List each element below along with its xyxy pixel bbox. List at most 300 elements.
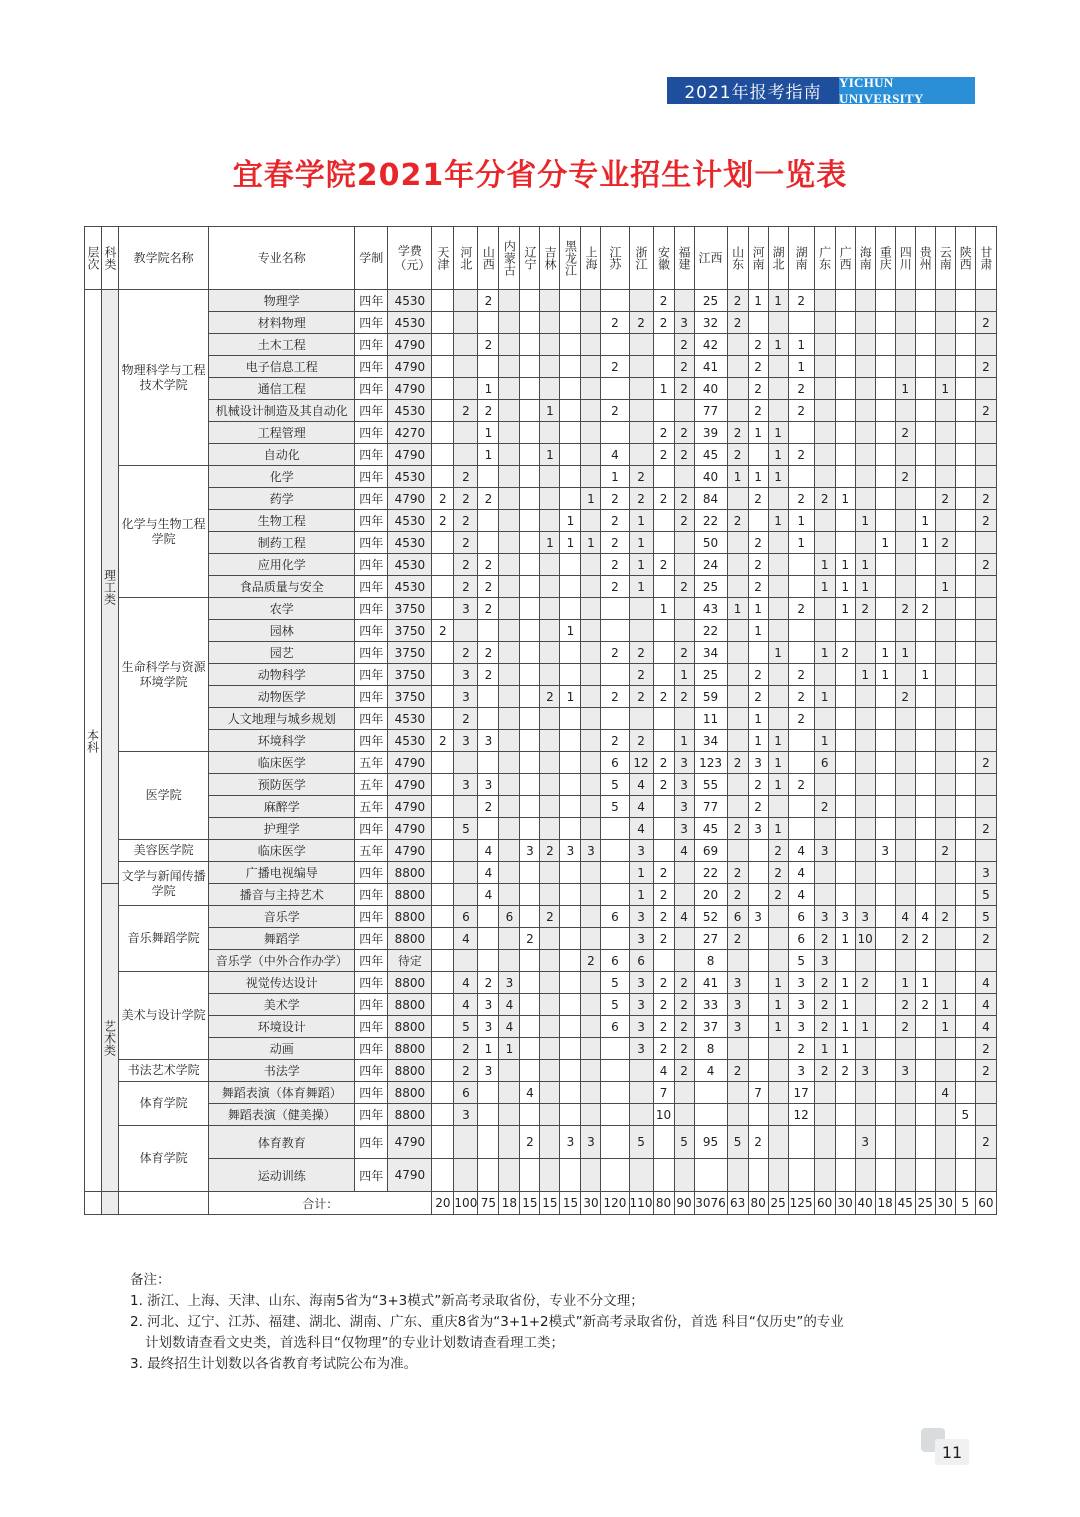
quota-cell: 3 bbox=[629, 972, 653, 994]
tuition-cell: 4530 bbox=[388, 510, 432, 532]
quota-cell bbox=[520, 378, 540, 400]
quota-cell bbox=[915, 378, 935, 400]
table-row bbox=[85, 796, 997, 818]
quota-cell: 3 bbox=[478, 1060, 499, 1082]
college-cell: 美术与设计学院 bbox=[119, 972, 209, 1060]
quota-cell bbox=[727, 774, 748, 796]
quota-cell: 3 bbox=[674, 774, 694, 796]
quota-cell bbox=[835, 312, 855, 334]
tuition-cell: 4790 bbox=[388, 334, 432, 356]
quota-cell bbox=[875, 796, 895, 818]
quota-cell bbox=[955, 906, 975, 928]
table-row bbox=[85, 664, 997, 686]
quota-cell bbox=[601, 664, 629, 686]
quota-cell bbox=[653, 510, 674, 532]
quota-cell: 1 bbox=[768, 334, 788, 356]
quota-cell bbox=[727, 840, 748, 862]
quota-cell bbox=[955, 642, 975, 664]
quota-cell bbox=[560, 796, 581, 818]
quota-cell bbox=[835, 752, 855, 774]
quota-cell bbox=[748, 994, 768, 1016]
quota-cell: 2 bbox=[915, 994, 935, 1016]
quota-cell bbox=[788, 642, 814, 664]
quota-cell bbox=[560, 378, 581, 400]
quota-cell: 1 bbox=[560, 620, 581, 642]
quota-cell bbox=[768, 1126, 788, 1159]
quota-cell bbox=[520, 312, 540, 334]
page-number: 11 bbox=[935, 1439, 969, 1465]
header-province: 四川 bbox=[895, 227, 915, 290]
quota-cell: 3 bbox=[581, 840, 601, 862]
quota-cell: 1 bbox=[674, 664, 694, 686]
quota-cell bbox=[895, 1038, 915, 1060]
category-cell: 理工类 bbox=[102, 290, 119, 884]
major-cell: 药学 bbox=[209, 488, 355, 510]
quota-cell bbox=[499, 774, 520, 796]
quota-cell: 50 bbox=[694, 532, 727, 554]
quota-cell bbox=[895, 884, 915, 906]
quota-cell bbox=[748, 1060, 768, 1082]
quota-cell bbox=[835, 1082, 855, 1104]
quota-cell: 2 bbox=[674, 510, 694, 532]
quota-cell bbox=[875, 1159, 895, 1192]
quota-cell: 1 bbox=[478, 378, 499, 400]
quota-cell: 2 bbox=[788, 378, 814, 400]
tuition-cell: 4530 bbox=[388, 532, 432, 554]
quota-cell bbox=[975, 774, 996, 796]
quota-cell bbox=[855, 620, 875, 642]
total-cell: 75 bbox=[478, 1192, 499, 1215]
quota-cell: 2 bbox=[478, 290, 499, 312]
quota-cell bbox=[768, 664, 788, 686]
quota-cell: 2 bbox=[454, 554, 478, 576]
quota-cell: 1 bbox=[629, 862, 653, 884]
table-row bbox=[85, 818, 997, 840]
quota-cell bbox=[855, 642, 875, 664]
quota-cell: 2 bbox=[540, 686, 560, 708]
quota-cell bbox=[499, 884, 520, 906]
quota-cell bbox=[432, 928, 454, 950]
quota-cell: 4 bbox=[788, 862, 814, 884]
quota-cell bbox=[955, 796, 975, 818]
quota-cell: 41 bbox=[694, 356, 727, 378]
quota-cell bbox=[955, 290, 975, 312]
quota-cell bbox=[895, 950, 915, 972]
quota-cell bbox=[768, 1038, 788, 1060]
quota-cell bbox=[835, 334, 855, 356]
quota-cell: 2 bbox=[432, 510, 454, 532]
quota-cell bbox=[855, 312, 875, 334]
quota-cell bbox=[560, 356, 581, 378]
quota-cell: 2 bbox=[748, 400, 768, 422]
major-cell: 动物科学 bbox=[209, 664, 355, 686]
quota-cell bbox=[499, 466, 520, 488]
quota-cell bbox=[454, 862, 478, 884]
quota-cell bbox=[478, 356, 499, 378]
quota-cell bbox=[432, 1104, 454, 1126]
header-level: 层次 bbox=[85, 227, 102, 290]
quota-cell bbox=[478, 950, 499, 972]
quota-cell: 2 bbox=[629, 642, 653, 664]
quota-cell bbox=[581, 334, 601, 356]
note-item: 计划数请查看文史类，首选科目“仅物理”的专业计划数请查看理工类； bbox=[145, 1335, 564, 1351]
quota-cell bbox=[520, 598, 540, 620]
major-cell: 音乐学（中外合作办学） bbox=[209, 950, 355, 972]
header-province: 重庆 bbox=[875, 227, 895, 290]
quota-cell: 2 bbox=[653, 488, 674, 510]
quota-cell bbox=[581, 708, 601, 730]
header-province: 山西 bbox=[478, 227, 499, 290]
quota-cell bbox=[520, 554, 540, 576]
quota-cell bbox=[560, 1060, 581, 1082]
quota-cell bbox=[540, 950, 560, 972]
quota-cell bbox=[768, 950, 788, 972]
quota-cell bbox=[768, 906, 788, 928]
quota-cell bbox=[748, 642, 768, 664]
quota-cell bbox=[520, 444, 540, 466]
quota-cell bbox=[499, 422, 520, 444]
tuition-cell: 4790 bbox=[388, 444, 432, 466]
quota-cell bbox=[855, 1082, 875, 1104]
quota-cell bbox=[653, 818, 674, 840]
quota-cell bbox=[520, 730, 540, 752]
note-item: 2. 河北、辽宁、江苏、福建、湖北、湖南、广东、重庆8省为“3+1+2模式”新高考录取省份，首选 科目“仅历史”的专业 bbox=[130, 1314, 844, 1330]
quota-cell bbox=[975, 708, 996, 730]
quota-cell bbox=[653, 400, 674, 422]
quota-cell: 2 bbox=[814, 796, 835, 818]
total-cell: 30 bbox=[935, 1192, 955, 1215]
quota-cell bbox=[560, 1082, 581, 1104]
quota-cell bbox=[727, 796, 748, 818]
quota-cell: 2 bbox=[653, 422, 674, 444]
quota-cell bbox=[915, 290, 935, 312]
quota-cell: 2 bbox=[975, 356, 996, 378]
quota-cell: 2 bbox=[895, 598, 915, 620]
quota-cell bbox=[674, 400, 694, 422]
quota-cell bbox=[653, 620, 674, 642]
quota-cell: 2 bbox=[432, 730, 454, 752]
quota-cell: 2 bbox=[601, 554, 629, 576]
tuition-cell: 8800 bbox=[388, 884, 432, 906]
quota-cell bbox=[768, 686, 788, 708]
quota-cell bbox=[560, 466, 581, 488]
quota-cell bbox=[814, 532, 835, 554]
quota-cell: 2 bbox=[653, 554, 674, 576]
header-province: 上海 bbox=[581, 227, 601, 290]
quota-cell bbox=[499, 378, 520, 400]
quota-cell bbox=[895, 818, 915, 840]
quota-cell bbox=[915, 444, 935, 466]
quota-cell: 3 bbox=[499, 972, 520, 994]
quota-cell: 4 bbox=[694, 1060, 727, 1082]
quota-cell: 34 bbox=[694, 730, 727, 752]
quota-cell: 1 bbox=[855, 664, 875, 686]
quota-cell: 1 bbox=[540, 400, 560, 422]
quota-cell bbox=[875, 1082, 895, 1104]
quota-cell bbox=[915, 862, 935, 884]
college-cell: 体育学院 bbox=[119, 1126, 209, 1192]
quota-cell bbox=[727, 400, 748, 422]
quota-cell bbox=[788, 752, 814, 774]
quota-cell bbox=[768, 928, 788, 950]
quota-cell bbox=[835, 1104, 855, 1126]
quota-cell bbox=[768, 576, 788, 598]
quota-cell: 1 bbox=[748, 466, 768, 488]
quota-cell: 2 bbox=[935, 840, 955, 862]
quota-cell bbox=[895, 1159, 915, 1192]
total-cell: 40 bbox=[855, 1192, 875, 1215]
quota-cell bbox=[814, 620, 835, 642]
quota-cell bbox=[629, 598, 653, 620]
table-row bbox=[85, 290, 997, 312]
total-label: 合计： bbox=[209, 1192, 432, 1215]
quota-cell bbox=[955, 598, 975, 620]
quota-cell bbox=[955, 444, 975, 466]
quota-cell: 2 bbox=[727, 312, 748, 334]
quota-cell bbox=[855, 752, 875, 774]
quota-cell bbox=[432, 1038, 454, 1060]
quota-cell: 2 bbox=[748, 1126, 768, 1159]
quota-cell bbox=[520, 818, 540, 840]
quota-cell: 1 bbox=[835, 1016, 855, 1038]
quota-cell: 2 bbox=[674, 994, 694, 1016]
quota-cell: 34 bbox=[694, 642, 727, 664]
quota-cell bbox=[454, 840, 478, 862]
quota-cell bbox=[674, 554, 694, 576]
table-row bbox=[85, 1159, 997, 1192]
quota-cell bbox=[748, 862, 768, 884]
college-cell: 文学与新闻传播学院 bbox=[119, 862, 209, 906]
tuition-cell: 4790 bbox=[388, 752, 432, 774]
total-empty bbox=[102, 1192, 119, 1215]
quota-cell bbox=[748, 928, 768, 950]
quota-cell bbox=[499, 576, 520, 598]
quota-cell bbox=[788, 554, 814, 576]
quota-cell bbox=[875, 312, 895, 334]
quota-cell: 17 bbox=[788, 1082, 814, 1104]
quota-cell: 4 bbox=[674, 906, 694, 928]
quota-cell: 1 bbox=[499, 1038, 520, 1060]
quota-cell bbox=[955, 862, 975, 884]
table-row bbox=[85, 554, 997, 576]
quota-cell bbox=[540, 312, 560, 334]
header-province: 甘肃 bbox=[975, 227, 996, 290]
duration-cell: 四年 bbox=[355, 620, 388, 642]
quota-cell: 2 bbox=[653, 752, 674, 774]
table-row bbox=[85, 906, 997, 928]
quota-cell bbox=[875, 1104, 895, 1126]
quota-cell: 4 bbox=[653, 1060, 674, 1082]
quota-cell bbox=[895, 356, 915, 378]
quota-cell: 1 bbox=[835, 1038, 855, 1060]
quota-cell: 5 bbox=[629, 1126, 653, 1159]
quota-cell: 2 bbox=[727, 752, 748, 774]
quota-cell bbox=[432, 1159, 454, 1192]
quota-cell: 2 bbox=[895, 1016, 915, 1038]
quota-cell bbox=[975, 598, 996, 620]
quota-cell bbox=[560, 400, 581, 422]
quota-cell bbox=[560, 488, 581, 510]
quota-cell bbox=[560, 290, 581, 312]
quota-cell bbox=[935, 312, 955, 334]
quota-cell bbox=[814, 466, 835, 488]
college-cell: 化学与生物工程学院 bbox=[119, 466, 209, 598]
major-cell: 通信工程 bbox=[209, 378, 355, 400]
quota-cell bbox=[955, 334, 975, 356]
duration-cell: 五年 bbox=[355, 840, 388, 862]
quota-cell bbox=[895, 1082, 915, 1104]
tuition-cell: 4790 bbox=[388, 378, 432, 400]
quota-cell: 3 bbox=[727, 994, 748, 1016]
quota-cell: 2 bbox=[454, 1038, 478, 1060]
quota-cell: 1 bbox=[601, 466, 629, 488]
quota-cell bbox=[955, 400, 975, 422]
total-cell: 110 bbox=[629, 1192, 653, 1215]
tuition-cell: 3750 bbox=[388, 664, 432, 686]
table-row bbox=[85, 752, 997, 774]
major-cell: 应用化学 bbox=[209, 554, 355, 576]
quota-cell bbox=[788, 576, 814, 598]
quota-cell bbox=[432, 840, 454, 862]
level-cell: 本科 bbox=[85, 290, 102, 1192]
quota-cell: 2 bbox=[478, 796, 499, 818]
total-cell: 60 bbox=[814, 1192, 835, 1215]
quota-cell bbox=[895, 444, 915, 466]
quota-cell: 2 bbox=[814, 972, 835, 994]
quota-cell bbox=[653, 664, 674, 686]
quota-cell bbox=[432, 356, 454, 378]
quota-cell bbox=[814, 598, 835, 620]
quota-cell bbox=[478, 686, 499, 708]
quota-cell bbox=[955, 994, 975, 1016]
duration-cell: 四年 bbox=[355, 642, 388, 664]
tuition-cell: 4790 bbox=[388, 818, 432, 840]
quota-cell: 1 bbox=[478, 444, 499, 466]
quota-cell: 1 bbox=[895, 642, 915, 664]
quota-cell: 2 bbox=[653, 1038, 674, 1060]
quota-cell bbox=[935, 796, 955, 818]
quota-cell: 1 bbox=[768, 466, 788, 488]
quota-cell bbox=[814, 290, 835, 312]
quota-cell: 2 bbox=[895, 994, 915, 1016]
quota-cell: 1 bbox=[768, 774, 788, 796]
table-row bbox=[85, 334, 997, 356]
quota-cell: 1 bbox=[768, 752, 788, 774]
quota-cell: 5 bbox=[601, 972, 629, 994]
quota-cell: 7 bbox=[653, 1082, 674, 1104]
quota-cell bbox=[855, 290, 875, 312]
quota-cell bbox=[768, 1082, 788, 1104]
table-row bbox=[85, 510, 997, 532]
quota-cell bbox=[935, 444, 955, 466]
note-item: 1. 浙江、上海、天津、山东、海南5省为“3+3模式”新高考录取省份，专业不分文理； bbox=[130, 1293, 644, 1309]
quota-cell bbox=[601, 862, 629, 884]
quota-cell bbox=[895, 796, 915, 818]
quota-cell bbox=[935, 510, 955, 532]
total-cell: 80 bbox=[748, 1192, 768, 1215]
quota-cell bbox=[955, 840, 975, 862]
quota-cell bbox=[540, 708, 560, 730]
quota-cell: 1 bbox=[629, 554, 653, 576]
quota-cell: 1 bbox=[915, 972, 935, 994]
quota-cell bbox=[855, 708, 875, 730]
quota-cell: 2 bbox=[748, 334, 768, 356]
major-cell: 物理学 bbox=[209, 290, 355, 312]
tuition-cell: 8800 bbox=[388, 1104, 432, 1126]
quota-cell: 1 bbox=[835, 488, 855, 510]
quota-cell bbox=[935, 774, 955, 796]
quota-cell bbox=[935, 642, 955, 664]
quota-cell: 2 bbox=[478, 334, 499, 356]
quota-cell bbox=[540, 466, 560, 488]
quota-cell: 1 bbox=[935, 1016, 955, 1038]
quota-cell bbox=[581, 862, 601, 884]
quota-cell: 2 bbox=[653, 906, 674, 928]
quota-cell bbox=[560, 774, 581, 796]
quota-cell bbox=[478, 312, 499, 334]
quota-cell bbox=[814, 378, 835, 400]
quota-cell bbox=[935, 862, 955, 884]
tuition-cell: 4790 bbox=[388, 774, 432, 796]
table-row bbox=[85, 884, 997, 906]
quota-cell bbox=[814, 400, 835, 422]
quota-cell bbox=[520, 862, 540, 884]
quota-cell bbox=[499, 708, 520, 730]
duration-cell: 四年 bbox=[355, 554, 388, 576]
quota-cell: 2 bbox=[629, 686, 653, 708]
quota-cell bbox=[560, 928, 581, 950]
quota-cell bbox=[540, 422, 560, 444]
quota-cell: 2 bbox=[935, 906, 955, 928]
quota-cell bbox=[601, 1126, 629, 1159]
quota-cell bbox=[520, 994, 540, 1016]
quota-cell: 1 bbox=[540, 532, 560, 554]
tuition-cell: 4790 bbox=[388, 488, 432, 510]
quota-cell: 3 bbox=[674, 818, 694, 840]
quota-cell: 4 bbox=[975, 994, 996, 1016]
quota-cell bbox=[581, 554, 601, 576]
quota-cell bbox=[560, 554, 581, 576]
quota-cell bbox=[601, 378, 629, 400]
quota-cell: 5 bbox=[454, 818, 478, 840]
quota-cell bbox=[520, 1159, 540, 1192]
quota-cell bbox=[601, 884, 629, 906]
quota-cell bbox=[915, 554, 935, 576]
quota-cell: 1 bbox=[629, 884, 653, 906]
quota-cell bbox=[520, 972, 540, 994]
duration-cell: 四年 bbox=[355, 312, 388, 334]
quota-cell bbox=[768, 708, 788, 730]
quota-cell bbox=[499, 334, 520, 356]
quota-cell bbox=[540, 796, 560, 818]
tuition-cell: 8800 bbox=[388, 1060, 432, 1082]
quota-cell bbox=[727, 334, 748, 356]
quota-cell bbox=[629, 620, 653, 642]
major-cell: 食品质量与安全 bbox=[209, 576, 355, 598]
quota-cell: 2 bbox=[653, 312, 674, 334]
quota-cell bbox=[653, 1159, 674, 1192]
quota-cell bbox=[520, 642, 540, 664]
quota-cell bbox=[915, 708, 935, 730]
quota-cell bbox=[601, 1060, 629, 1082]
quota-cell bbox=[915, 466, 935, 488]
quota-cell: 4 bbox=[915, 906, 935, 928]
quota-cell bbox=[814, 774, 835, 796]
quota-cell bbox=[674, 928, 694, 950]
total-cell: 30 bbox=[581, 1192, 601, 1215]
quota-cell bbox=[788, 422, 814, 444]
quota-cell bbox=[915, 1159, 935, 1192]
